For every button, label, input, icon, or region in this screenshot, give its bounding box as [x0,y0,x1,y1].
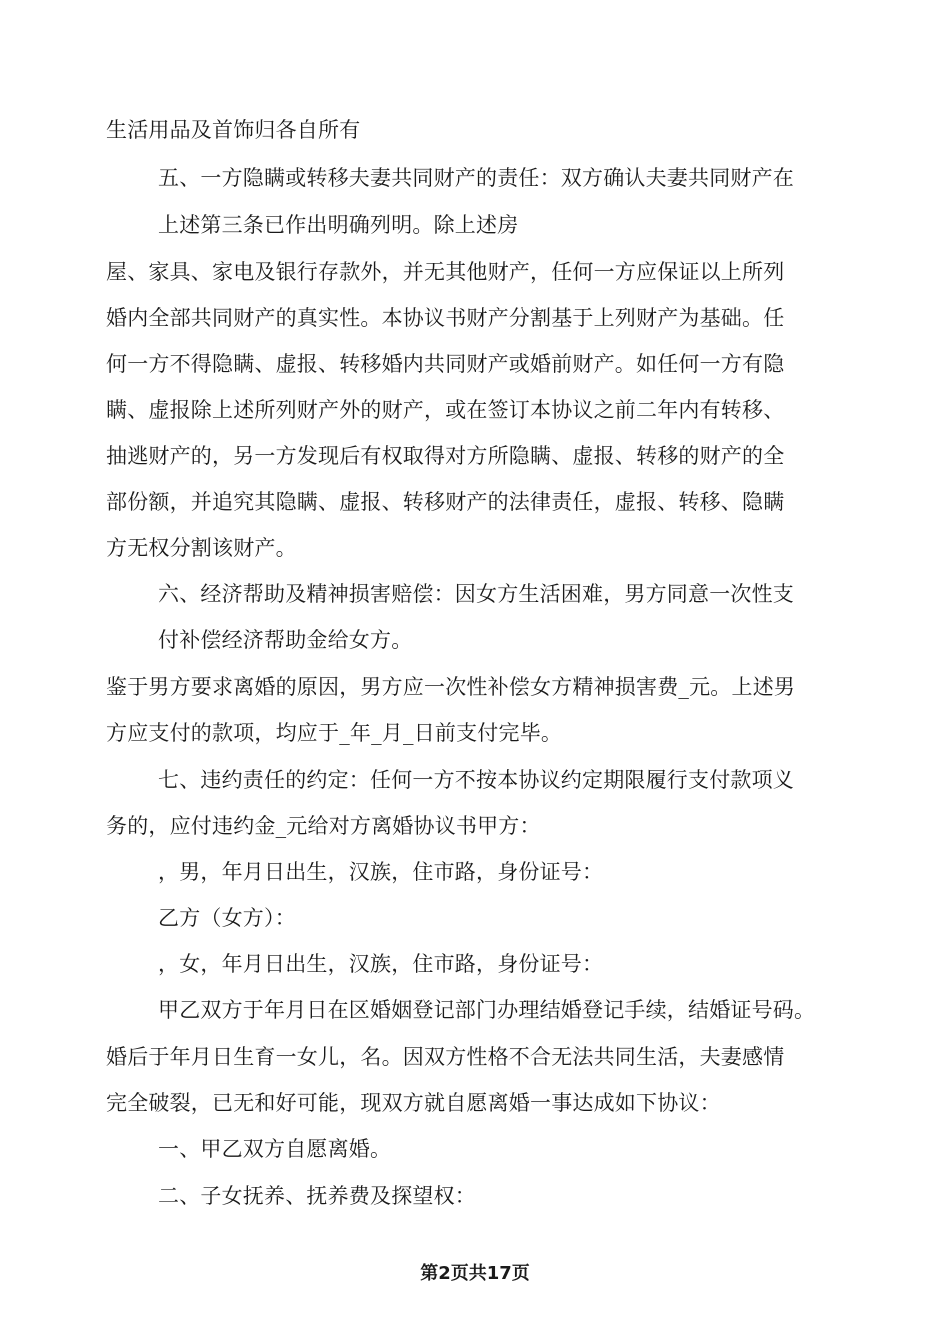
text-line: 七、违约责任的约定：任何一方不按本协议约定期限履行支付款项义 [158,768,794,792]
text-line: 婚后于年月日生育一女儿，名。因双方性格不合无法共同生活，夫妻感情 [106,1045,785,1069]
text-line: 六、经济帮助及精神损害赔偿：因女方生活困难，男方同意一次性支 [158,582,794,606]
text-line: 甲乙双方于年月日在区婚姻登记部门办理结婚登记手续，结婚证号码。 [158,998,816,1022]
text-line: ，男，年月日出生，汉族，住市路，身份证号： [158,860,604,884]
text-line: 抽逃财产的，另一方发现后有权取得对方所隐瞒、虚报、转移的财产的全 [106,444,785,468]
text-line: 屋、家具、家电及银行存款外，并无其他财产，任何一方应保证以上所列 [106,260,785,284]
text-line: 婚内全部共同财产的真实性。本协议书财产分割基于上列财产为基础。任 [106,306,785,330]
text-line: 生活用品及首饰归各自所有 [106,118,361,142]
text-line: 瞒、虚报除上述所列财产外的财产，或在签订本协议之前二年内有转移、 [106,398,785,422]
text-line: 付补偿经济帮助金给女方。 [158,628,413,652]
text-line: 乙方（女方）： [158,906,296,930]
text-line: 何一方不得隐瞒、虚报、转移婚内共同财产或婚前财产。如任何一方有隐 [106,352,785,376]
text-line: 方无权分割该财产。 [106,536,297,560]
text-line: 完全破裂，已无和好可能，现双方就自愿离婚一事达成如下协议： [106,1091,721,1115]
text-line: 部份额，并追究其隐瞒、虚报、转移财产的法律责任，虚报、转移、隐瞒 [106,490,785,514]
text-line: 二、子女抚养、抚养费及探望权： [158,1184,476,1208]
text-line: 方应支付的款项，均应于_年_月_日前支付完毕。 [106,721,563,745]
text-line: ，女，年月日出生，汉族，住市路，身份证号： [158,952,604,976]
text-line: 务的，应付违约金_元给对方离婚协议书甲方： [106,814,541,838]
text-line: 五、一方隐瞒或转移夫妻共同财产的责任：双方确认夫妻共同财产在 [158,166,794,190]
text-line: 鉴于男方要求离婚的原因，男方应一次性补偿女方精神损害费_元。上述男 [106,675,796,699]
text-line: 上述第三条已作出明确列明。除上述房 [158,213,519,237]
page-number-footer: 第2页共17页 [420,1263,530,1284]
text-line: 一、甲乙双方自愿离婚。 [158,1137,392,1161]
